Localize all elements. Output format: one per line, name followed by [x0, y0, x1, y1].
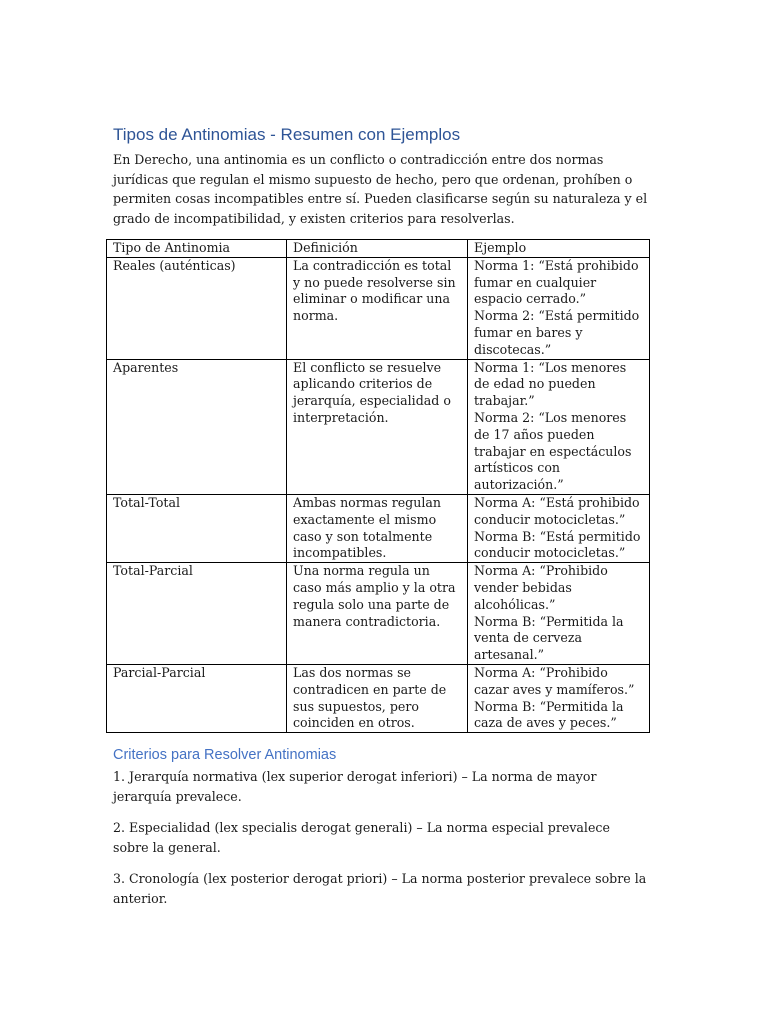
- ejemplo-norma-2: Norma 2: “Está permitido fumar en bares y discotecas.”: [474, 308, 640, 357]
- ejemplo-norma-a: Norma A: “Está prohibido conducir motocicletas.”: [474, 494, 640, 527]
- criterion-especialidad: 2. Especialidad (lex specialis derogat generali) – La norma especial prevalece sobre la general.: [113, 820, 610, 856]
- criterion-cronologia: 3. Cronología (lex posterior derogat priori) – La norma posterior prevalece sobre la anterior.: [113, 871, 647, 907]
- cell-definicion: Ambas normas regulan exactamente el mismo caso y son totalmente incompatibles.: [287, 494, 468, 562]
- cell-ejemplo: [468, 664, 650, 732]
- table-header-row: [107, 240, 650, 258]
- table-row: [107, 563, 650, 665]
- ejemplo-norma-b: Norma B: “Está permitido conducir motocicletas.”: [474, 528, 641, 561]
- header-definicion: Definición: [287, 240, 468, 258]
- header-tipo: Tipo de Antinomia: [107, 240, 287, 258]
- ejemplo-norma-a: Norma A: “Prohibido vender bebidas alcohólicas.”: [474, 563, 608, 612]
- cell-ejemplo: [468, 257, 650, 359]
- cell-definicion: Una norma regula un caso más amplio y la otra regula solo una parte de manera contradictoria.: [287, 563, 468, 665]
- table-row: [107, 494, 650, 562]
- cell-definicion: La contradicción es total y no puede resolverse sin eliminar o modificar una norma.: [287, 257, 468, 359]
- header-ejemplo: Ejemplo: [468, 240, 650, 258]
- criteria-heading: Criterios para Resolver Antinomias: [113, 747, 337, 764]
- table-row: [107, 257, 650, 359]
- cell-ejemplo: [468, 494, 650, 562]
- cell-definicion: El conflicto se resuelve aplicando criterios de jerarquía, especialidad o interpretación.: [287, 359, 468, 494]
- document-title: Tipos de Antinomias - Resumen con Ejemplos: [113, 125, 461, 144]
- ejemplo-norma-b: Norma B: “Permitida la venta de cerveza artesanal.”: [474, 613, 624, 663]
- cell-tipo: Parcial-Parcial: [107, 664, 287, 732]
- ejemplo-norma-1: Norma 1: “Los menores de edad no pueden trabajar.”: [474, 359, 627, 409]
- cell-definicion: Las dos normas se contradicen en parte de sus supuestos, pero coinciden en otros.: [287, 664, 468, 732]
- criterion-jerarquia: 1. Jerarquía normativa (lex superior derogat inferiori) – La norma de mayor jerarquía prevalece.: [113, 769, 597, 805]
- ejemplo-norma-a: Norma A: “Prohibido cazar aves y mamíferos.”: [474, 664, 635, 697]
- ejemplo-norma-b: Norma B: “Permitida la caza de aves y peces.”: [474, 698, 624, 731]
- intro-paragraph: En Derecho, una antinomia es un conflicto o contradicción entre dos normas jurídicas que regulan el mismo supuesto de hecho, pero que ordenan, prohíben o permiten cosas incompatibles entre sí. Pueden clasificarse según su naturaleza y el grado de incompatibilidad, y existen criterios para resolverlas.: [113, 152, 648, 226]
- cell-ejemplo: [468, 359, 650, 494]
- table-row: [107, 359, 650, 494]
- cell-tipo: Total-Parcial: [107, 563, 287, 665]
- cell-tipo: Aparentes: [107, 359, 287, 494]
- document-body: [113, 124, 649, 920]
- antinomias-table: [106, 239, 650, 733]
- table-row: [107, 664, 650, 732]
- cell-tipo: Total-Total: [107, 494, 287, 562]
- ejemplo-norma-2: Norma 2: “Los menores de 17 años pueden trabajar en espectáculos artísticos con autorización.”: [474, 409, 632, 493]
- ejemplo-norma-1: Norma 1: “Está prohibido fumar en cualquier espacio cerrado.”: [474, 257, 639, 307]
- cell-tipo: Reales (auténticas): [107, 257, 287, 359]
- cell-ejemplo: [468, 563, 650, 665]
